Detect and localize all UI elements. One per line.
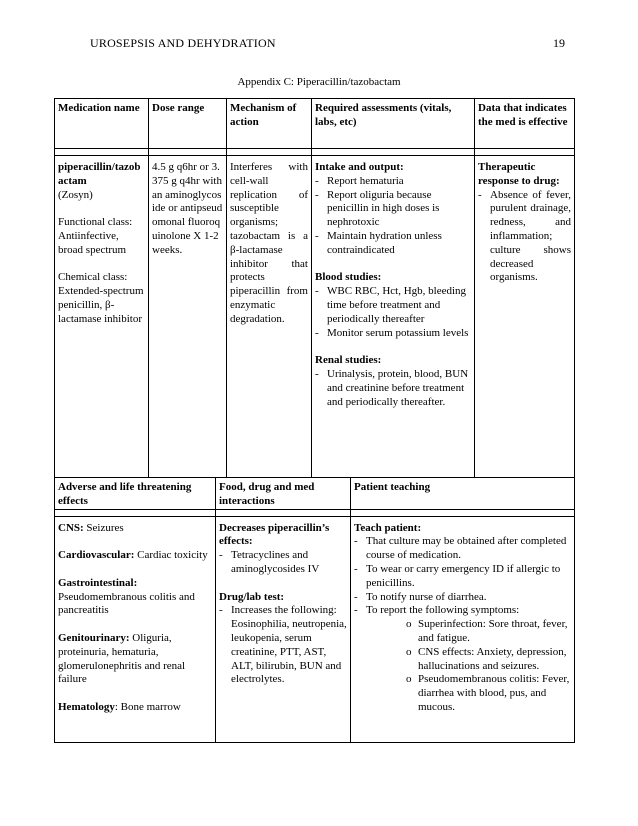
list-item: - WBC RBC, Hct, Hgb, bleeding time before treatment and periodically thereafter xyxy=(315,285,471,326)
adverse-cns: CNS: Seizures xyxy=(58,521,124,534)
list-item: - Increases the following: Eosinophilia, neutropenia, leukopenia, serum creatinine, PTT, AST, ALT, bilirubin, BUN and electrolytes. xyxy=(219,604,347,687)
list-item: - That culture may be obtained after completed course of medication. xyxy=(354,535,571,563)
effective-data-cell xyxy=(475,156,575,478)
list-item: - Monitor serum potassium levels xyxy=(315,327,471,341)
header-mechanism: Mechanism of action xyxy=(227,99,312,149)
list-item: - Tetracyclines and aminoglycosides IV xyxy=(219,549,347,577)
medication-table-header-row xyxy=(55,99,575,149)
chemical-class: Chemical class: Extended-spectrum penicillin, β-lactamase inhibitor xyxy=(58,271,144,325)
symptom-item: o CNS effects: Anxiety, depression, hallucinations and seizures. xyxy=(406,646,571,674)
patient-teaching-cell xyxy=(351,516,575,742)
adverse-cardiovascular: Cardiovascular: Cardiac toxicity xyxy=(58,549,208,562)
medication-name-cell xyxy=(55,156,149,478)
intake-output-title: Intake and output: xyxy=(315,161,404,173)
running-header-title: UROSEPSIS AND DEHYDRATION xyxy=(90,36,276,50)
list-item: - To report the following symptoms: xyxy=(354,604,571,618)
adverse-genitourinary: Genitourinary: Oliguria, proteinuria, hematuria, glomerulonephritis and renal failure xyxy=(58,631,186,686)
adverse-effects-cell xyxy=(55,516,216,742)
decreases-effects-title: Decreases piperacillin’s effects: xyxy=(219,521,330,548)
appendix-title: Appendix C: Piperacillin/tazobactam xyxy=(237,76,401,88)
renal-studies-title: Renal studies: xyxy=(315,354,382,367)
medication-table xyxy=(54,98,575,478)
list-item: - Urinalysis, protein, blood, BUN and creatinine before treatment and periodically thereafter. xyxy=(315,368,471,409)
header-patient-teaching: Patient teaching xyxy=(351,478,575,510)
symptom-item: o Pseudomembranous colitis: Fever, diarrhea with blood, pus, and mucous. xyxy=(406,673,571,714)
therapeutic-response-title: Therapeutic response to drug: xyxy=(478,161,560,187)
header-effective-data: Data that indicates the med is effective xyxy=(475,99,575,149)
page-number: 19 xyxy=(553,36,565,50)
adverse-gastrointestinal: Gastrointestinal: Pseudomembranous colitis and pancreatitis xyxy=(58,576,195,617)
list-item: - Maintain hydration unless contraindicated xyxy=(315,230,471,258)
medication-table-row xyxy=(55,156,575,478)
interactions-cell xyxy=(216,516,351,742)
list-item: - To wear or carry emergency ID if allergic to penicillins. xyxy=(354,563,571,591)
effects-table-header-row xyxy=(55,478,575,510)
list-item: - Report hematuria xyxy=(315,175,471,189)
list-item: - Absence of fever, purulent drainage, redness, and inflammation; culture shows decreased organisms. xyxy=(478,189,571,286)
adverse-hematology: Hematology: Bone marrow xyxy=(58,700,181,713)
teach-patient-title: Teach patient: xyxy=(354,521,422,534)
effects-table-row xyxy=(55,516,575,742)
brand-name: (Zosyn) xyxy=(58,188,93,201)
mechanism-cell: Interferes with cell-wall replication of susceptible organisms; tazobactam is a β-lactamase inhibitor that protects piperacillin from enzymatic degradation. xyxy=(227,156,312,478)
header-adverse-effects: Adverse and life threatening effects xyxy=(55,478,216,510)
header-dose-range: Dose range xyxy=(149,99,227,149)
symptom-item: o Superinfection: Sore throat, fever, and fatigue. xyxy=(406,618,571,646)
header-medication-name: Medication name xyxy=(55,99,149,149)
dose-range-cell: 4.5 g q6hr or 3.375 g q4hr with an aminoglycoside or antipseudomonal fluoroquinolone X 1-2 weeks. xyxy=(149,156,227,478)
list-item: - Report oliguria because penicillin in high doses is nephrotoxic xyxy=(315,189,471,230)
effects-table xyxy=(54,477,575,743)
drug-name: piperacillin/tazobactam xyxy=(58,161,141,187)
header-assessments: Required assessments (vitals, labs, etc) xyxy=(312,99,475,149)
functional-class: Functional class: Antiinfective, broad spectrum xyxy=(58,216,133,256)
list-item: - To notify nurse of diarrhea. xyxy=(354,591,571,605)
drug-lab-test-title: Drug/lab test: xyxy=(219,590,285,603)
assessments-cell xyxy=(312,156,475,478)
blood-studies-title: Blood studies: xyxy=(315,271,382,284)
header-interactions: Food, drug and med interactions xyxy=(216,478,351,510)
